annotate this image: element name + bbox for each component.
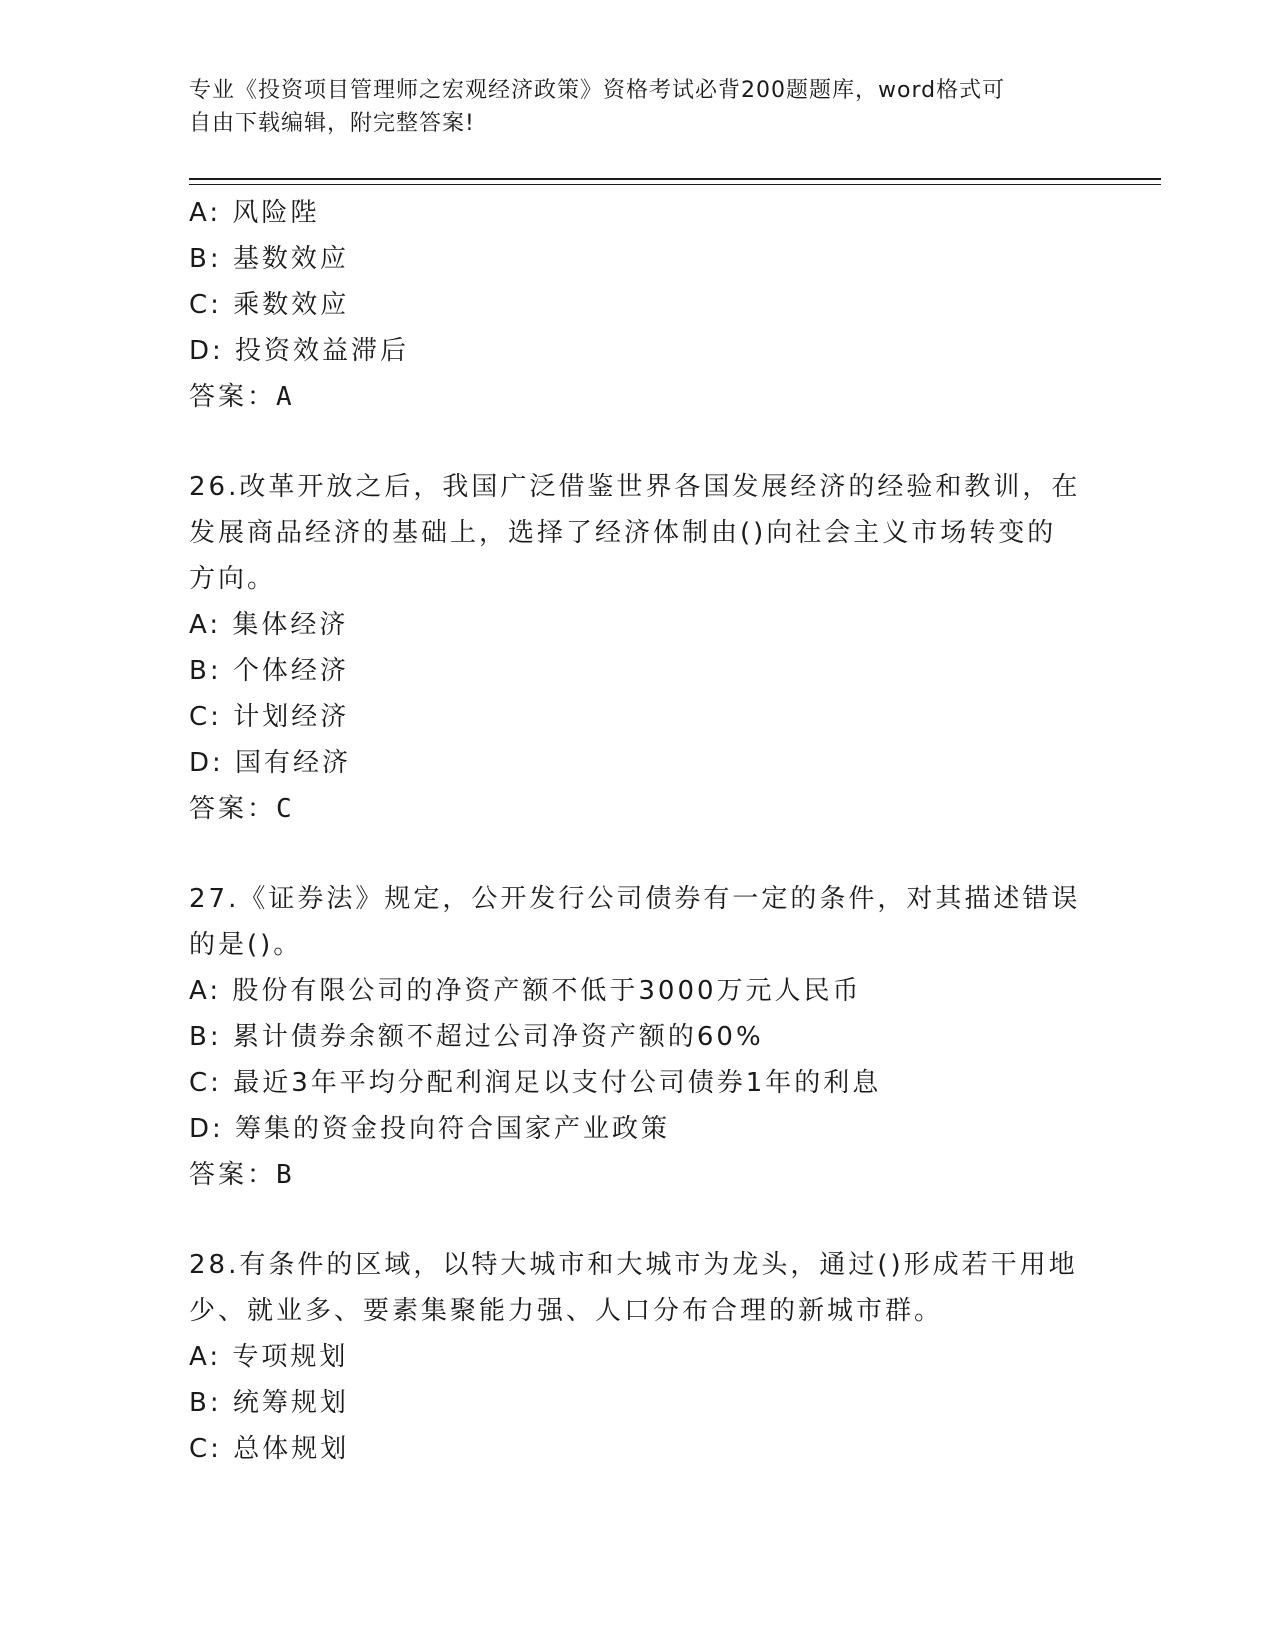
option-text: 乘数效应 (233, 290, 350, 320)
option-c (189, 282, 1089, 328)
option-label: C: (189, 702, 222, 732)
answer-value: A (276, 382, 295, 412)
question-26 (189, 464, 1089, 832)
option-label: D: (189, 1114, 224, 1144)
spacer (189, 420, 1089, 464)
option-text: 计划经济 (233, 702, 350, 732)
option-b (189, 1014, 1089, 1060)
option-d (189, 740, 1089, 786)
option-text: 专项规划 (232, 1342, 349, 1372)
option-c (189, 1060, 1089, 1106)
option-text: 统筹规划 (232, 1388, 349, 1418)
stem-line: 的是()。 (189, 930, 303, 960)
option-c (189, 1426, 1089, 1472)
option-label: A: (189, 610, 222, 640)
question-stem (189, 876, 1079, 968)
stem-line: 27.《证券法》规定，公开发行公司债券有一定的条件，对其描述错误 (189, 884, 1081, 914)
option-label: D: (189, 748, 224, 778)
option-text: 基数效应 (232, 244, 349, 274)
option-label: B: (189, 244, 222, 274)
option-label: B: (189, 1388, 222, 1418)
answer-label: 答案： (189, 794, 277, 824)
question-25-continued (189, 190, 1089, 420)
option-a (189, 1334, 1089, 1380)
option-label: B: (189, 1022, 222, 1052)
spacer (189, 1198, 1089, 1242)
question-stem (189, 1242, 1079, 1334)
option-text: 累计债券余额不超过公司净资产额的60% (232, 1022, 764, 1052)
header-line-2: 自由下载编辑，附完整答案! (189, 111, 475, 136)
option-a (189, 602, 1089, 648)
stem-line: 方向。 (189, 564, 277, 594)
option-label: C: (189, 290, 222, 320)
option-text: 集体经济 (232, 610, 349, 640)
header-divider-thin (189, 184, 1161, 185)
option-label: D: (189, 336, 224, 366)
stem-line: 少、就业多、要素集聚能力强、人口分布合理的新城市群。 (189, 1296, 944, 1326)
question-stem (189, 464, 1079, 602)
stem-line: 26.改革开放之后，我国广泛借鉴世界各国发展经济的经验和教训，在 (189, 472, 1081, 502)
question-27 (189, 876, 1089, 1198)
option-b (189, 648, 1089, 694)
stem-line: 28.有条件的区域，以特大城市和大城市为龙头，通过()形成若干用地 (189, 1250, 1078, 1280)
option-text: 国有经济 (235, 748, 352, 778)
document-body (189, 190, 1089, 1472)
option-label: A: (189, 198, 222, 228)
spacer (189, 832, 1089, 876)
answer-line (189, 1152, 1089, 1198)
option-label: A: (189, 1342, 222, 1372)
option-a (189, 968, 1089, 1014)
stem-line: 发展商品经济的基础上，选择了经济体制由()向社会主义市场转变的 (189, 518, 1057, 548)
option-d (189, 1106, 1089, 1152)
option-text: 最近3年平均分配利润足以支付公司债券1年的利息 (233, 1068, 882, 1098)
option-b (189, 236, 1089, 282)
option-label: A: (189, 976, 222, 1006)
document-header (189, 74, 1089, 140)
option-text: 投资效益滞后 (235, 336, 410, 366)
answer-value: B (276, 1160, 295, 1190)
option-text: 股份有限公司的净资产额不低于3000万元人民币 (232, 976, 862, 1006)
header-line-1: 专业《投资项目管理师之宏观经济政策》资格考试必背200题题库，word格式可 (189, 78, 1006, 103)
option-text: 个体经济 (232, 656, 349, 686)
answer-label: 答案： (189, 382, 277, 412)
answer-label: 答案： (189, 1160, 277, 1190)
option-label: B: (189, 656, 222, 686)
option-c (189, 694, 1089, 740)
option-b (189, 1380, 1089, 1426)
answer-line (189, 786, 1089, 832)
option-text: 风险陛 (232, 198, 320, 228)
option-label: C: (189, 1068, 222, 1098)
option-text: 总体规划 (233, 1434, 350, 1464)
header-divider-thick (189, 178, 1161, 180)
option-text: 筹集的资金投向符合国家产业政策 (235, 1114, 671, 1144)
option-label: C: (189, 1434, 222, 1464)
answer-line (189, 374, 1089, 420)
answer-value: C (276, 794, 295, 824)
option-a (189, 190, 1089, 236)
question-28 (189, 1242, 1089, 1472)
option-d (189, 328, 1089, 374)
